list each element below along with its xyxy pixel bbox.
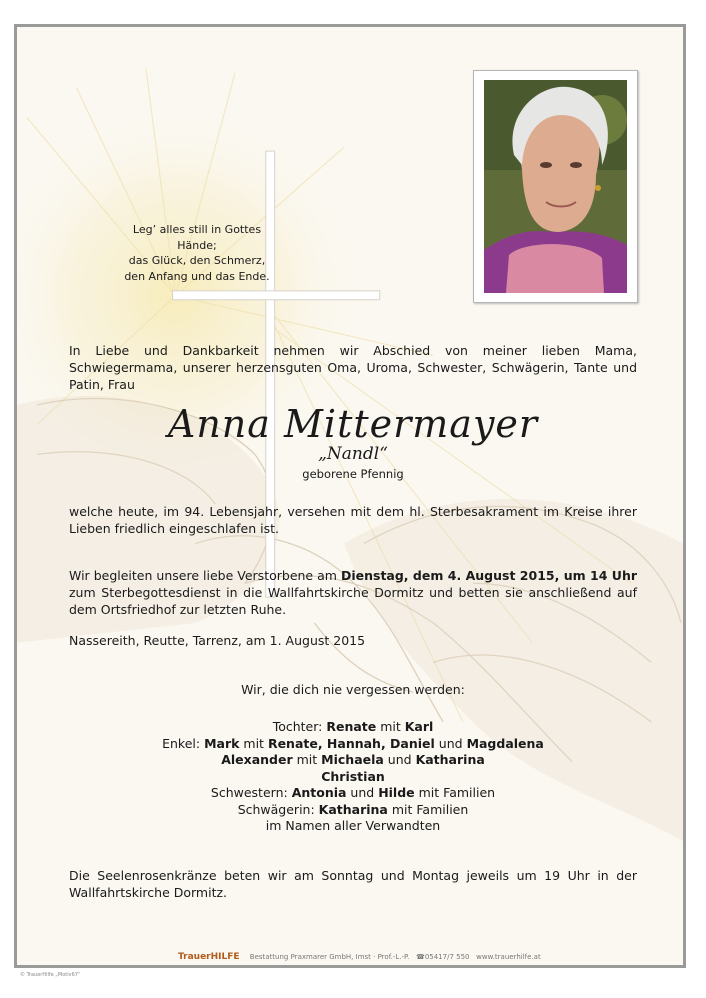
sister-in-law-line: [17, 802, 686, 819]
sisters-label: Schwestern:: [210, 785, 292, 800]
nickname: „Nandl“: [318, 444, 388, 464]
funeral-intro: Wir begleiten unsere liebe Verstorbene am: [69, 568, 341, 583]
great-grandchild: Magdalena: [466, 735, 544, 751]
portrait-image: [484, 80, 627, 293]
connector: und: [434, 735, 467, 751]
family-list: [17, 719, 686, 835]
company-info: Bestattung Praxmarer GmbH, Imst · Prof.-L.-P.: [249, 953, 410, 961]
great-grandchild: Katharina: [415, 752, 485, 767]
place-date: Nassereith, Reutte, Tarrenz, am 1. August 2015: [69, 633, 366, 648]
portrait-photo: [473, 70, 638, 303]
grandchild: Alexander: [221, 752, 293, 767]
birth-name: geborene Pfennig: [302, 467, 404, 481]
grandchildren-label: Enkel:: [162, 735, 205, 751]
verse-line: das Glück, den Schmerz,: [128, 254, 266, 267]
verse-line: den Anfang und das Ende.: [124, 269, 270, 283]
funeral-rest: zum Sterbegottesdienst in die Wallfahrtskirche Dormitz und betten sie anschließend auf dem Ortsfriedhof zur letzten Ruhe.: [69, 585, 637, 617]
rosary-text: Die Seelenrosenkränze beten wir am Sonntag und Montag jeweils um 19 Uhr in der Wallfahrtskirche Dormitz.: [69, 868, 637, 900]
grandchild: Mark: [204, 735, 240, 751]
grandchildren-line: [17, 736, 686, 753]
daughter-label: Tochter:: [272, 719, 327, 734]
funeral-date: Dienstag, dem 4. August 2015, um 14 Uhr: [340, 568, 638, 583]
website-link[interactable]: www.trauerhilfe.at: [476, 953, 541, 961]
funeral-text: [69, 567, 637, 618]
sister: Hilde: [378, 785, 415, 800]
connector: mit: [292, 752, 322, 767]
credit: © TrauerHilfe „Motiv67“: [20, 972, 81, 978]
daughter-line: [17, 719, 686, 736]
daughter-name: Renate: [326, 719, 377, 734]
signature-line: Wir, die dich nie vergessen werden:: [241, 682, 465, 697]
sister: Antonia: [291, 785, 347, 800]
phone: ☎05417/7 550: [416, 953, 470, 961]
death-text: welche heute, im 94. Lebensjahr, versehen mit dem hl. Sterbesakrament im Kreise ihrer Lieben friedlich eingeschlafen ist.: [69, 504, 637, 536]
trauerhilfe-logo: TrauerHILFE: [178, 952, 240, 962]
great-grandchild: Michaela: [321, 752, 384, 767]
grandchildren-line: [17, 752, 686, 769]
great-grandchildren: Renate, Hannah, Daniel: [267, 735, 435, 751]
relatives-line: im Namen aller Verwandten: [265, 818, 441, 833]
verse-line: Leg’ alles still in Gottes Hände;: [132, 223, 262, 252]
intro-text: In Liebe und Dankbarkeit nehmen wir Abschied von meiner lieben Mama, Schwiegermama, unserer herzensguten Oma, Uroma, Schwester, Schwägerin, Tante und Patin, Frau: [69, 343, 637, 392]
suffix: mit Familien: [414, 785, 496, 800]
sister-in-law: Katharina: [318, 801, 388, 817]
connector: mit: [239, 735, 268, 751]
sister-in-law-label: Schwägerin:: [237, 801, 319, 817]
grandchild: Christian: [321, 768, 385, 784]
connector: mit: [376, 719, 405, 734]
suffix: mit Familien: [387, 801, 469, 817]
verse: [122, 222, 272, 284]
sisters-line: [17, 785, 686, 802]
connector: und: [383, 752, 416, 767]
footer: [178, 952, 541, 962]
obituary-card: [14, 24, 686, 968]
grandchildren-line: [17, 769, 686, 786]
daughter-spouse: Karl: [404, 719, 434, 734]
deceased-name: Anna Mittermayer: [167, 402, 539, 446]
connector: und: [346, 785, 379, 800]
